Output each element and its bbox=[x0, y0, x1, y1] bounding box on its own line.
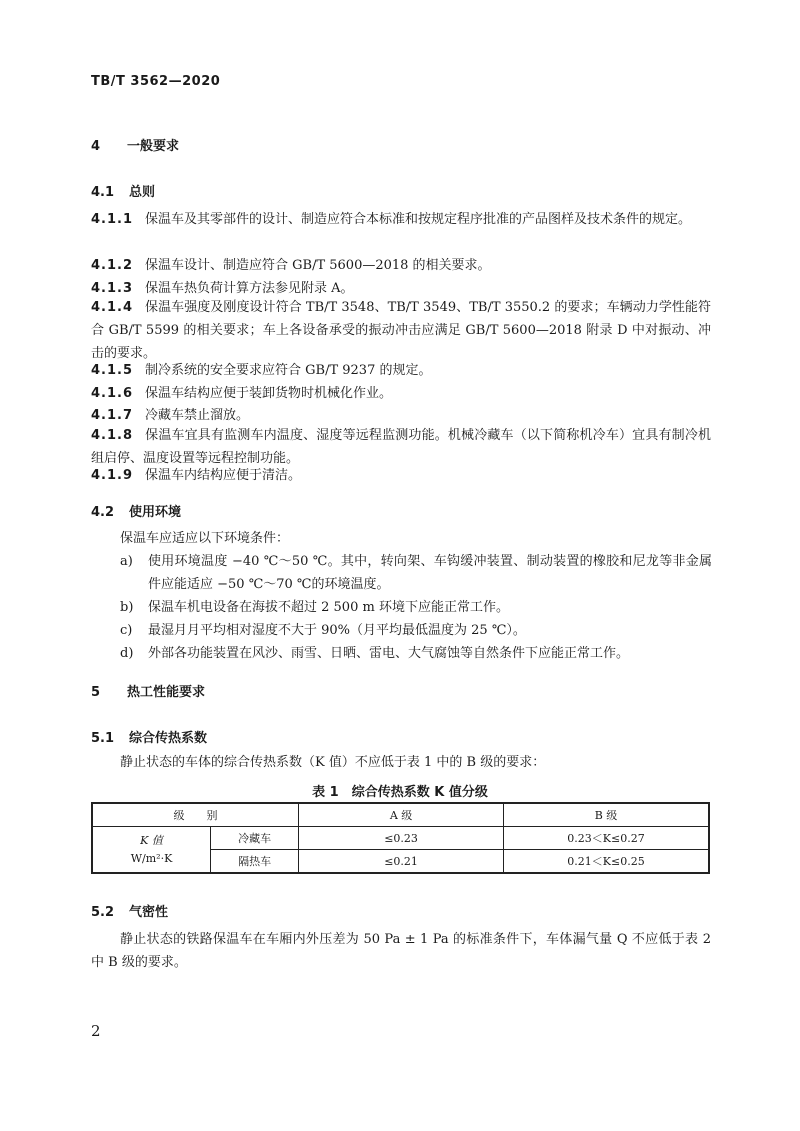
section-title: 气密性 bbox=[129, 905, 169, 920]
clause-number: 4.1.1 bbox=[91, 212, 134, 227]
grade-a-value: ≤0.21 bbox=[299, 850, 504, 874]
list-item bbox=[120, 642, 712, 665]
section-4-heading bbox=[91, 135, 179, 154]
clause-number: 4.1.4 bbox=[91, 300, 134, 315]
environment-intro: 保温车应适应以下环境条件： bbox=[120, 531, 290, 546]
clause-number: 4.1.3 bbox=[91, 281, 134, 296]
section-5-2-heading bbox=[91, 901, 168, 920]
clause-4-1-4 bbox=[91, 296, 711, 365]
section-4-1-heading bbox=[91, 181, 155, 200]
clause-number: 4.1.9 bbox=[91, 468, 134, 483]
clause-text: 保温车内结构应便于清洁。 bbox=[145, 468, 302, 483]
section-number: 5 bbox=[91, 685, 101, 700]
list-text: 使用环境温度 −40 ℃～50 ℃。其中，转向架、车钩缓冲装置、制动装置的橡胶和尼龙等非金属件应能适应 −50 ℃～70 ℃的环境温度。 bbox=[148, 554, 712, 592]
car-type: 隔热车 bbox=[211, 850, 299, 874]
standard-code-header: TB/T 3562—2020 bbox=[91, 74, 221, 89]
list-marker: c) bbox=[120, 623, 133, 638]
header-b: B 级 bbox=[503, 803, 709, 827]
clause-number: 4.1.6 bbox=[91, 386, 134, 401]
clause-text: 保温车宜具有监测车内温度、湿度等远程监测功能。机械冷藏车（以下简称机冷车）宜具有制冷机组启停、温度设置等远程控制功能。 bbox=[91, 428, 711, 466]
table-1 bbox=[91, 802, 710, 874]
clause-4-1-6 bbox=[91, 382, 711, 405]
list-text: 最湿月月平均相对湿度不大于 90%（月平均最低温度为 25 ℃）。 bbox=[148, 623, 526, 638]
list-marker: d) bbox=[120, 646, 134, 661]
section-title: 热工性能要求 bbox=[127, 685, 206, 700]
section-title: 总则 bbox=[129, 185, 156, 200]
section-number: 4.2 bbox=[91, 505, 115, 520]
grade-a-value: ≤0.23 bbox=[299, 827, 504, 850]
clause-4-1-9 bbox=[91, 464, 711, 487]
list-item bbox=[120, 550, 712, 596]
grade-b-value: 0.21＜K≤0.25 bbox=[503, 850, 709, 874]
section-number: 5.1 bbox=[91, 731, 115, 746]
clause-text: 制冷系统的安全要求应符合 GB/T 9237 的规定。 bbox=[145, 363, 432, 378]
clause-4-1-1 bbox=[91, 208, 711, 231]
list-text: 保温车机电设备在海拔不超过 2 500 m 环境下应能正常工作。 bbox=[148, 600, 509, 615]
clause-text: 保温车强度及刚度设计符合 TB/T 3548、TB/T 3549、TB/T 3550.2 的要求；车辆动力学性能符合 GB/T 5599 的相关要求；车上各设备承受的振动冲击应满足 GB/T 5600—2018 附录 D 中对振动、冲击的要求。 bbox=[91, 300, 711, 361]
list-text: 外部各功能装置在风沙、雨雪、日晒、雷电、大气腐蚀等自然条件下应能正常工作。 bbox=[148, 646, 630, 661]
section-title: 使用环境 bbox=[129, 505, 182, 520]
table-1-caption: 表 1 综合传热系数 K 值分级 bbox=[312, 785, 488, 800]
clause-text: 保温车结构应便于装卸货物时机械化作业。 bbox=[145, 386, 393, 401]
list-marker: a) bbox=[120, 554, 133, 569]
page-number: 2 bbox=[91, 1022, 101, 1040]
section-number: 4.1 bbox=[91, 185, 115, 200]
clause-number: 4.1.5 bbox=[91, 363, 134, 378]
section-number: 4 bbox=[91, 139, 101, 154]
k-label: K 值 bbox=[140, 833, 163, 847]
clause-text: 保温车设计、制造应符合 GB/T 5600—2018 的相关要求。 bbox=[145, 258, 491, 273]
environment-list bbox=[120, 550, 712, 665]
table-row bbox=[92, 827, 709, 850]
section-5-heading bbox=[91, 681, 205, 700]
k-value-label bbox=[92, 827, 211, 874]
grade-b-value: 0.23＜K≤0.27 bbox=[503, 827, 709, 850]
section-title: 一般要求 bbox=[127, 139, 180, 154]
header-level: 级 别 bbox=[92, 803, 299, 827]
clause-number: 4.1.7 bbox=[91, 408, 134, 423]
list-marker: b) bbox=[120, 600, 134, 615]
header-a: A 级 bbox=[299, 803, 504, 827]
section-5-1-heading bbox=[91, 727, 207, 746]
section-4-2-heading bbox=[91, 501, 181, 520]
clause-text: 保温车热负荷计算方法参见附录 A。 bbox=[145, 281, 354, 296]
list-item bbox=[120, 596, 712, 619]
list-item bbox=[120, 619, 712, 642]
clause-number: 4.1.2 bbox=[91, 258, 134, 273]
clause-number: 4.1.8 bbox=[91, 428, 134, 443]
section-number: 5.2 bbox=[91, 905, 115, 920]
section-5-1-text: 静止状态的车体的综合传热系数（K 值）不应低于表 1 中的 B 级的要求： bbox=[120, 755, 546, 770]
k-unit: W/m²·K bbox=[130, 851, 173, 865]
clause-4-1-2 bbox=[91, 254, 711, 277]
clause-text: 冷藏车禁止溜放。 bbox=[145, 408, 250, 423]
section-title: 综合传热系数 bbox=[129, 731, 208, 746]
section-5-2-text: 静止状态的铁路保温车在车厢内外压差为 50 Pa ± 1 Pa 的标准条件下，车体漏气量 Q 不应低于表 2 中 B 级的要求。 bbox=[91, 932, 711, 970]
car-type: 冷藏车 bbox=[211, 827, 299, 850]
clause-4-1-5 bbox=[91, 359, 711, 382]
table-header-row bbox=[92, 803, 709, 827]
clause-text: 保温车及其零部件的设计、制造应符合本标准和按规定程序批准的产品图样及技术条件的规定。 bbox=[145, 212, 692, 227]
